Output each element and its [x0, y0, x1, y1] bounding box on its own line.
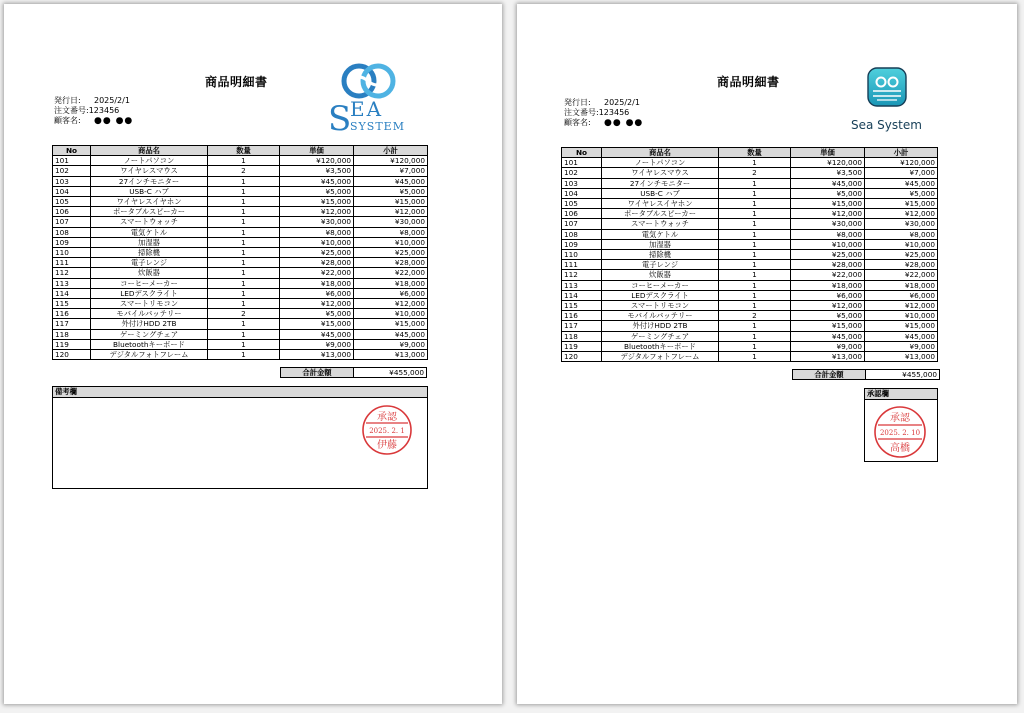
cell-unit-price: ¥120,000 — [791, 158, 865, 168]
cell-unit-price: ¥15,000 — [791, 199, 865, 209]
cell-unit-price: ¥8,000 — [791, 229, 865, 239]
cell-qty: 1 — [719, 352, 791, 362]
col-header-subtotal: 小計 — [354, 146, 428, 156]
document-page-2 — [517, 4, 1017, 704]
table-row — [562, 311, 938, 321]
cell-qty: 1 — [719, 239, 791, 249]
cell-no: 109 — [53, 237, 91, 247]
cell-subtotal: ¥45,000 — [865, 331, 938, 341]
cell-qty: 1 — [208, 258, 280, 268]
table-row — [562, 229, 938, 239]
table-row — [562, 199, 938, 209]
cell-no: 119 — [53, 339, 91, 349]
cell-item-name: コーヒーメーカー — [91, 278, 208, 288]
cell-unit-price: ¥5,000 — [280, 186, 354, 196]
table-row — [53, 258, 428, 268]
document-page-1 — [4, 4, 502, 704]
cell-subtotal: ¥7,000 — [354, 166, 428, 176]
cell-subtotal: ¥12,000 — [354, 207, 428, 217]
cell-no: 115 — [562, 301, 602, 311]
cell-unit-price: ¥45,000 — [791, 178, 865, 188]
document-title: 商品明細書 — [717, 75, 780, 89]
cell-qty: 1 — [719, 270, 791, 280]
cell-no: 103 — [53, 176, 91, 186]
sea-system-logo — [326, 60, 416, 136]
issue-date-label: 発行日: — [54, 96, 81, 105]
cell-subtotal: ¥13,000 — [354, 350, 428, 360]
cell-no: 120 — [53, 350, 91, 360]
cell-item-name: 掃除機 — [602, 250, 719, 260]
document-title: 商品明細書 — [205, 75, 268, 89]
cell-unit-price: ¥9,000 — [791, 341, 865, 351]
cell-no: 114 — [53, 288, 91, 298]
cell-no: 109 — [562, 239, 602, 249]
table-row — [562, 239, 938, 249]
cell-no: 114 — [562, 290, 602, 300]
cell-no: 104 — [562, 188, 602, 198]
table-row — [53, 156, 428, 166]
cell-qty: 1 — [208, 237, 280, 247]
cell-qty: 1 — [208, 268, 280, 278]
cell-no: 111 — [53, 258, 91, 268]
cell-item-name: 電子レンジ — [91, 258, 208, 268]
cell-unit-price: ¥15,000 — [280, 197, 354, 207]
cell-item-name: 炊飯器 — [602, 270, 719, 280]
cell-unit-price: ¥5,000 — [791, 188, 865, 198]
cell-qty: 1 — [719, 301, 791, 311]
cell-qty: 1 — [208, 248, 280, 258]
cell-no: 116 — [562, 311, 602, 321]
cell-unit-price: ¥10,000 — [280, 237, 354, 247]
approval-stamp — [361, 404, 413, 460]
cell-unit-price: ¥45,000 — [280, 329, 354, 339]
cell-item-name: 炊飯器 — [91, 268, 208, 278]
cell-subtotal: ¥5,000 — [865, 188, 938, 198]
cell-subtotal: ¥13,000 — [865, 352, 938, 362]
cell-unit-price: ¥45,000 — [280, 176, 354, 186]
cell-unit-price: ¥13,000 — [791, 352, 865, 362]
total-row — [280, 367, 427, 378]
cell-subtotal: ¥6,000 — [865, 290, 938, 300]
cell-no: 110 — [562, 250, 602, 260]
cell-subtotal: ¥7,000 — [865, 168, 938, 178]
cell-qty: 1 — [208, 350, 280, 360]
cell-unit-price: ¥12,000 — [280, 207, 354, 217]
cell-subtotal: ¥45,000 — [865, 178, 938, 188]
order-no: 123456 — [88, 106, 120, 115]
table-row — [562, 219, 938, 229]
table-row — [562, 290, 938, 300]
cell-qty: 1 — [719, 341, 791, 351]
cell-unit-price: ¥3,500 — [791, 168, 865, 178]
cell-no: 117 — [562, 321, 602, 331]
cell-subtotal: ¥18,000 — [865, 280, 938, 290]
cell-qty: 1 — [719, 290, 791, 300]
cell-subtotal: ¥22,000 — [354, 268, 428, 278]
table-row — [53, 237, 428, 247]
items-table — [561, 147, 938, 362]
cell-item-name: 電気ケトル — [602, 229, 719, 239]
cell-item-name: USB-C ハブ — [91, 186, 208, 196]
cell-no: 101 — [562, 158, 602, 168]
cell-unit-price: ¥12,000 — [791, 209, 865, 219]
cell-qty: 1 — [719, 229, 791, 239]
logo-initial: S — [328, 99, 352, 136]
cell-item-name: 加湿器 — [91, 237, 208, 247]
cell-qty: 1 — [208, 227, 280, 237]
cell-no: 108 — [562, 229, 602, 239]
cell-qty: 1 — [208, 288, 280, 298]
table-row — [53, 176, 428, 186]
stamp-date: 2025. 2. 1 — [369, 427, 405, 435]
table-row — [562, 250, 938, 260]
cell-item-name: スマートリモコン — [602, 301, 719, 311]
cell-unit-price: ¥12,000 — [280, 299, 354, 309]
issue-date: 2025/2/1 — [604, 98, 640, 107]
cell-subtotal: ¥30,000 — [865, 219, 938, 229]
cell-qty: 1 — [208, 217, 280, 227]
cell-item-name: 電子レンジ — [602, 260, 719, 270]
cell-qty: 1 — [208, 278, 280, 288]
cell-unit-price: ¥22,000 — [280, 268, 354, 278]
cell-qty: 1 — [719, 219, 791, 229]
cell-no: 105 — [53, 197, 91, 207]
logo-text-top: EA — [350, 97, 384, 121]
cell-no: 112 — [53, 268, 91, 278]
cell-subtotal: ¥15,000 — [354, 319, 428, 329]
table-row — [562, 260, 938, 270]
cell-unit-price: ¥28,000 — [280, 258, 354, 268]
cell-no: 115 — [53, 299, 91, 309]
cell-qty: 1 — [208, 186, 280, 196]
cell-subtotal: ¥22,000 — [865, 270, 938, 280]
customer-label: 顧客名: — [54, 116, 81, 125]
cell-qty: 1 — [719, 280, 791, 290]
cell-subtotal: ¥5,000 — [354, 186, 428, 196]
cell-unit-price: ¥45,000 — [791, 331, 865, 341]
table-row — [53, 217, 428, 227]
cell-subtotal: ¥9,000 — [354, 339, 428, 349]
document-meta — [564, 98, 643, 128]
cell-item-name: ポータブルスピーカー — [91, 207, 208, 217]
cell-item-name: ノートパソコン — [91, 156, 208, 166]
cell-subtotal: ¥8,000 — [865, 229, 938, 239]
cell-item-name: 掃除機 — [91, 248, 208, 258]
table-row — [562, 280, 938, 290]
table-row — [562, 158, 938, 168]
cell-no: 119 — [562, 341, 602, 351]
cell-no: 118 — [53, 329, 91, 339]
total-value: ¥455,000 — [354, 367, 427, 378]
total-label: 合計金額 — [792, 369, 866, 380]
table-row — [562, 209, 938, 219]
cell-no: 106 — [562, 209, 602, 219]
cell-subtotal: ¥10,000 — [865, 239, 938, 249]
cell-item-name: 27インチモニター — [602, 178, 719, 188]
cell-qty: 2 — [208, 309, 280, 319]
cell-no: 103 — [562, 178, 602, 188]
cell-no: 110 — [53, 248, 91, 258]
approval-label: 承認欄 — [865, 389, 937, 400]
table-row — [562, 188, 938, 198]
table-row — [53, 227, 428, 237]
cell-item-name: スマートウォッチ — [602, 219, 719, 229]
logo-text-bottom: SYSTEM — [350, 120, 405, 133]
table-header-row — [53, 146, 428, 156]
cell-item-name: デジタルフォトフレーム — [91, 350, 208, 360]
stamp-top: 承認 — [377, 412, 397, 423]
cell-subtotal: ¥15,000 — [354, 197, 428, 207]
table-row — [53, 329, 428, 339]
sea-system-logo-mark — [326, 60, 416, 136]
col-header-qty: 数量 — [208, 146, 280, 156]
cell-subtotal: ¥25,000 — [865, 250, 938, 260]
col-header-price: 単価 — [280, 146, 354, 156]
document-meta — [54, 96, 133, 126]
cell-no: 101 — [53, 156, 91, 166]
customer-label: 顧客名: — [564, 118, 591, 127]
stamp-top: 承認 — [890, 413, 910, 424]
cell-subtotal: ¥6,000 — [354, 288, 428, 298]
cell-item-name: Bluetoothキーボード — [91, 339, 208, 349]
cell-qty: 2 — [208, 166, 280, 176]
cell-item-name: スマートリモコン — [91, 299, 208, 309]
col-header-price: 単価 — [791, 148, 865, 158]
cell-qty: 1 — [208, 176, 280, 186]
cell-unit-price: ¥6,000 — [280, 288, 354, 298]
cell-qty: 1 — [208, 207, 280, 217]
col-header-no: No — [562, 148, 602, 158]
cell-item-name: スマートウォッチ — [91, 217, 208, 227]
table-row — [53, 299, 428, 309]
cell-unit-price: ¥6,000 — [791, 290, 865, 300]
cell-qty: 1 — [719, 188, 791, 198]
remarks-label: 備考欄 — [53, 387, 427, 398]
cell-subtotal: ¥10,000 — [354, 237, 428, 247]
cell-subtotal: ¥15,000 — [865, 321, 938, 331]
table-row — [53, 166, 428, 176]
table-row — [562, 352, 938, 362]
col-header-name: 商品名 — [91, 146, 208, 156]
table-row — [53, 309, 428, 319]
cell-subtotal: ¥12,000 — [865, 301, 938, 311]
table-row — [53, 207, 428, 217]
cell-no: 107 — [53, 217, 91, 227]
table-row — [53, 350, 428, 360]
approval-stamp — [873, 405, 927, 463]
table-row — [53, 248, 428, 258]
cell-unit-price: ¥18,000 — [280, 278, 354, 288]
col-header-subtotal: 小計 — [865, 148, 938, 158]
cell-subtotal: ¥45,000 — [354, 329, 428, 339]
cell-item-name: ゲーミングチェア — [602, 331, 719, 341]
cell-qty: 1 — [208, 299, 280, 309]
cell-qty: 1 — [719, 321, 791, 331]
cell-item-name: モバイルバッテリー — [91, 309, 208, 319]
cell-item-name: ノートパソコン — [602, 158, 719, 168]
cell-subtotal: ¥25,000 — [354, 248, 428, 258]
customer-name: ●● ●● — [94, 116, 134, 126]
cell-unit-price: ¥120,000 — [280, 156, 354, 166]
table-row — [53, 319, 428, 329]
cell-unit-price: ¥10,000 — [791, 239, 865, 249]
cell-subtotal: ¥15,000 — [865, 199, 938, 209]
table-row — [53, 278, 428, 288]
cell-item-name: USB-C ハブ — [602, 188, 719, 198]
customer-name: ●● ●● — [604, 118, 644, 128]
cell-qty: 1 — [208, 319, 280, 329]
total-value: ¥455,000 — [866, 369, 940, 380]
table-row — [53, 197, 428, 207]
cell-item-name: 外付けHDD 2TB — [91, 319, 208, 329]
cell-subtotal: ¥10,000 — [354, 309, 428, 319]
cell-unit-price: ¥25,000 — [791, 250, 865, 260]
cell-item-name: LEDデスクライト — [91, 288, 208, 298]
cell-unit-price: ¥12,000 — [791, 301, 865, 311]
cell-no: 107 — [562, 219, 602, 229]
table-row — [562, 301, 938, 311]
cell-unit-price: ¥3,500 — [280, 166, 354, 176]
cell-qty: 1 — [208, 339, 280, 349]
cell-unit-price: ¥5,000 — [791, 311, 865, 321]
cell-no: 118 — [562, 331, 602, 341]
total-label: 合計金額 — [280, 367, 354, 378]
table-row — [562, 178, 938, 188]
table-row — [53, 288, 428, 298]
cell-item-name: Bluetoothキーボード — [602, 341, 719, 351]
cell-unit-price: ¥9,000 — [280, 339, 354, 349]
cell-qty: 1 — [208, 329, 280, 339]
logo-text: Sea System — [851, 118, 922, 132]
cell-subtotal: ¥18,000 — [354, 278, 428, 288]
issue-date-label: 発行日: — [564, 98, 591, 107]
cell-qty: 1 — [719, 158, 791, 168]
issue-date: 2025/2/1 — [94, 96, 130, 105]
cell-no: 102 — [53, 166, 91, 176]
cell-item-name: 27インチモニター — [91, 176, 208, 186]
cell-item-name: 電気ケトル — [91, 227, 208, 237]
cell-subtotal: ¥30,000 — [354, 217, 428, 227]
cell-item-name: LEDデスクライト — [602, 290, 719, 300]
order-no-label: 注文番号: — [564, 108, 599, 117]
col-header-no: No — [53, 146, 91, 156]
cell-unit-price: ¥18,000 — [791, 280, 865, 290]
cell-unit-price: ¥25,000 — [280, 248, 354, 258]
order-no: 123456 — [598, 108, 630, 117]
cell-qty: 1 — [719, 250, 791, 260]
cell-no: 102 — [562, 168, 602, 178]
cell-unit-price: ¥30,000 — [280, 217, 354, 227]
cell-item-name: モバイルバッテリー — [602, 311, 719, 321]
col-header-name: 商品名 — [602, 148, 719, 158]
cell-qty: 1 — [719, 209, 791, 219]
sea-system-app-icon — [867, 67, 907, 107]
cell-no: 117 — [53, 319, 91, 329]
cell-item-name: ワイヤレスイヤホン — [91, 197, 208, 207]
order-no-label: 注文番号: — [54, 106, 89, 115]
cell-qty: 1 — [719, 331, 791, 341]
cell-subtotal: ¥120,000 — [354, 156, 428, 166]
cell-subtotal: ¥45,000 — [354, 176, 428, 186]
cell-subtotal: ¥28,000 — [354, 258, 428, 268]
table-row — [562, 168, 938, 178]
cell-item-name: ゲーミングチェア — [91, 329, 208, 339]
col-header-qty: 数量 — [719, 148, 791, 158]
cell-unit-price: ¥5,000 — [280, 309, 354, 319]
cell-item-name: ワイヤレスイヤホン — [602, 199, 719, 209]
cell-item-name: デジタルフォトフレーム — [602, 352, 719, 362]
cell-qty: 1 — [208, 156, 280, 166]
cell-unit-price: ¥15,000 — [280, 319, 354, 329]
cell-subtotal: ¥8,000 — [354, 227, 428, 237]
cell-item-name: コーヒーメーカー — [602, 280, 719, 290]
cell-qty: 1 — [719, 178, 791, 188]
cell-subtotal: ¥28,000 — [865, 260, 938, 270]
cell-qty: 2 — [719, 168, 791, 178]
cell-no: 113 — [562, 280, 602, 290]
cell-unit-price: ¥13,000 — [280, 350, 354, 360]
cell-item-name: 加湿器 — [602, 239, 719, 249]
cell-subtotal: ¥120,000 — [865, 158, 938, 168]
cell-unit-price: ¥15,000 — [791, 321, 865, 331]
total-row — [792, 369, 940, 380]
cell-unit-price: ¥8,000 — [280, 227, 354, 237]
cell-no: 113 — [53, 278, 91, 288]
stamp-name: 高橋 — [890, 443, 910, 454]
cell-unit-price: ¥28,000 — [791, 260, 865, 270]
table-row — [562, 321, 938, 331]
cell-qty: 1 — [208, 197, 280, 207]
cell-unit-price: ¥30,000 — [791, 219, 865, 229]
cell-item-name: 外付けHDD 2TB — [602, 321, 719, 331]
items-table — [52, 145, 428, 360]
cell-qty: 1 — [719, 260, 791, 270]
cell-no: 108 — [53, 227, 91, 237]
cell-qty: 2 — [719, 311, 791, 321]
cell-item-name: ワイヤレスマウス — [91, 166, 208, 176]
cell-subtotal: ¥9,000 — [865, 341, 938, 351]
cell-item-name: ポータブルスピーカー — [602, 209, 719, 219]
cell-unit-price: ¥22,000 — [791, 270, 865, 280]
table-row — [53, 339, 428, 349]
table-row — [562, 341, 938, 351]
cell-no: 105 — [562, 199, 602, 209]
cell-no: 106 — [53, 207, 91, 217]
cell-subtotal: ¥10,000 — [865, 311, 938, 321]
table-row — [53, 268, 428, 278]
table-row — [53, 186, 428, 196]
cell-subtotal: ¥12,000 — [865, 209, 938, 219]
cell-no: 111 — [562, 260, 602, 270]
cell-no: 112 — [562, 270, 602, 280]
cell-qty: 1 — [719, 199, 791, 209]
table-row — [562, 331, 938, 341]
table-header-row — [562, 148, 938, 158]
table-row — [562, 270, 938, 280]
cell-no: 120 — [562, 352, 602, 362]
cell-no: 104 — [53, 186, 91, 196]
cell-item-name: ワイヤレスマウス — [602, 168, 719, 178]
stamp-date: 2025. 2. 10 — [879, 429, 921, 437]
stamp-name: 伊藤 — [377, 440, 397, 451]
cell-subtotal: ¥12,000 — [354, 299, 428, 309]
cell-no: 116 — [53, 309, 91, 319]
